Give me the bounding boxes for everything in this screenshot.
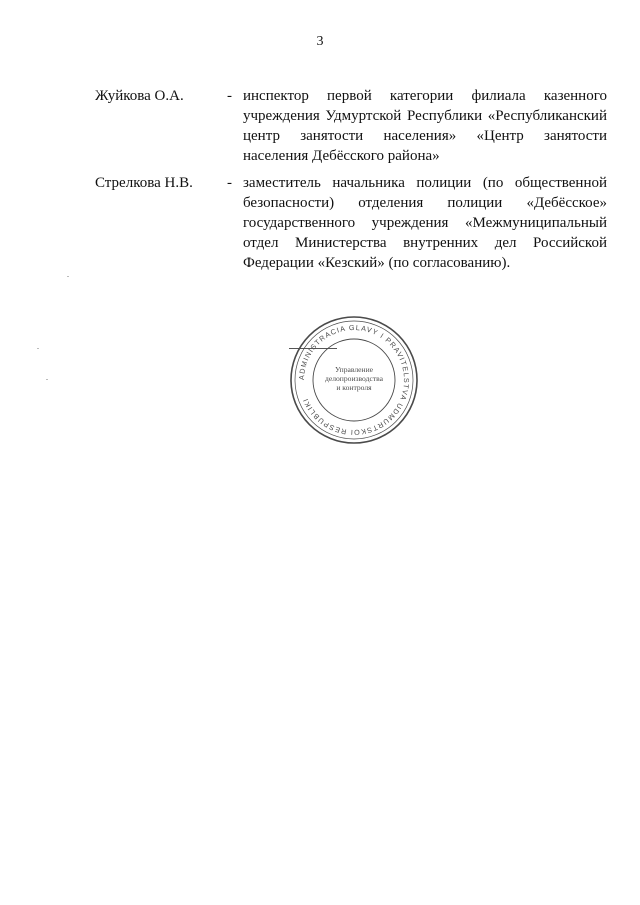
seal-center-line: делопроизводства <box>324 374 384 383</box>
official-seal-stamp <box>288 314 420 446</box>
entry-dash: - <box>227 175 232 191</box>
member-name: Стрелкова Н.В. <box>95 175 193 191</box>
seal-ring-text: ADMINISTRACIA GLAVY I PRAVITELSTVA UDMURTSKOI RESPUBLIKI <box>296 322 412 438</box>
scan-speck <box>46 379 48 380</box>
page-number: 3 <box>316 34 324 49</box>
seal-center-line: и контроля <box>336 383 372 392</box>
member-position: заместитель начальника полиции (по общественной безопасности) отделения полиции «Дебёсское» государственного учреждения «Межмуниципальный отдел Министерства внутренних дел Российской Федерации «Кезский» (по согласованию). <box>243 175 607 271</box>
member-name: Жуйкова О.А. <box>95 88 184 104</box>
scan-speck <box>37 348 39 349</box>
entry-dash: - <box>227 88 232 104</box>
member-position: инспектор первой категории филиала казенного учреждения Удмуртской Республики «Республиканский центр занятости населения» «Центр занятости населения Дебёсского района» <box>243 88 607 164</box>
seal-center-line: Управление <box>334 365 374 374</box>
scan-speck <box>67 276 69 277</box>
